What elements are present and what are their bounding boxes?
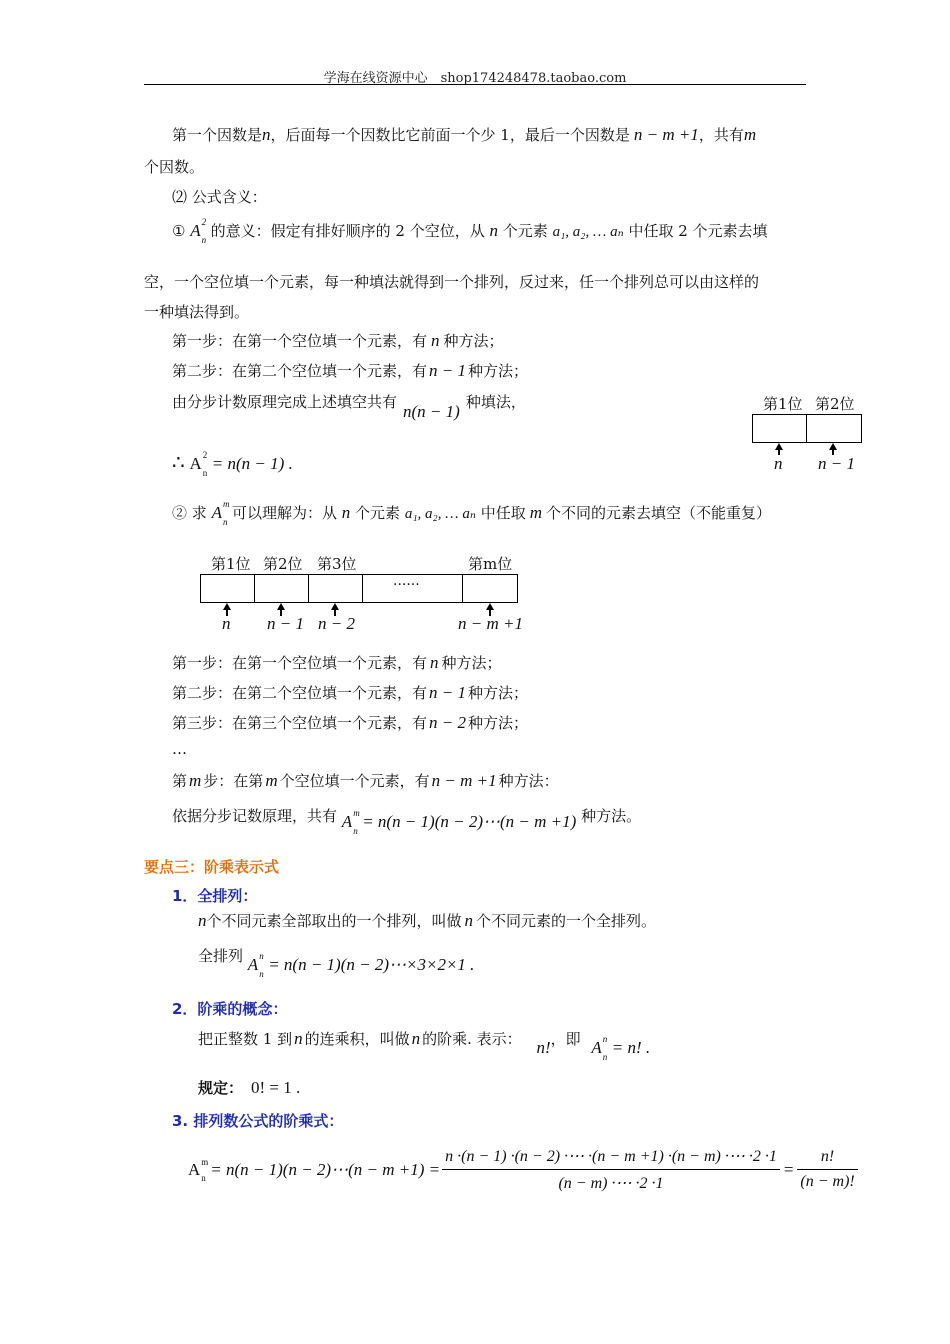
small-slot2-box (806, 414, 862, 443)
slot-box-1 (200, 574, 256, 603)
item2-line1: 把正整数 1 到 n 的连乘积，叫做 n 的阶乘. 表示： n!，即 A n n = n! . (198, 1029, 651, 1062)
intro-line-1: 第一个因数是n，后面每一个因数比它前面一个少 1，最后一个因数是 n − m +1，共有m (172, 125, 757, 144)
step-line-m: 第 m 步：在第 m 个空位填一个元素，有 n − m +1 种方法： (172, 771, 559, 790)
item3-title: 3. 排列数公式的阶乘式： (172, 1112, 344, 1130)
header-divider (144, 84, 806, 85)
item1-line2: 全排列 A n n = n(n − 1)(n − 2)⋯×3×2×1 . (198, 947, 475, 979)
intro-line-2: 个因数。 (144, 158, 205, 176)
meaning-step2: 第二步：在第二个空位填一个元素，有 n − 1 种方法； (172, 361, 529, 380)
slot-box-2 (254, 574, 310, 603)
small-slot1-label: 第1位 (763, 395, 803, 413)
slot-label-1: 第1位 (211, 555, 251, 573)
small-slot2-label: 第2位 (815, 395, 855, 413)
perm-symbol: A 2 n (190, 217, 207, 245)
small-slot1-box (752, 414, 808, 443)
item1-line1: n个不同元素全部取出的一个排列，叫做 n 个不同元素的一个全排列。 (198, 911, 657, 930)
item2-rule: 规定： 0! = 1 . (198, 1078, 301, 1097)
slot-value-1: n (222, 614, 231, 633)
slot-label-2: 第2位 (263, 555, 303, 573)
step-line-3: 第三步：在第三个空位填一个元素，有 n − 2 种方法； (172, 713, 529, 732)
page-header: 学海在线资源中心 shop174248478.taobao.com (323, 71, 627, 86)
item3-formula: A m n = n(n − 1)(n − 2)⋯(n − m +1) = $\frac{n \cdot(n - 1) \cdot(n - 2) \cdot\cdots \cdot(n - m +1) \cdot(n - m) \cdot\cdots \cdot 2 \cdot 1}{(n - m) \cdot\cdots \cdot 2 \cdot 1}$ = $\frac{n!}{(n - m)!}$ (188, 1146, 858, 1193)
step-line-2: 第二步：在第二个空位填一个元素，有 n − 1 种方法； (172, 683, 529, 702)
meaning-heading: ⑵ 公式含义： (172, 188, 267, 206)
item3-fraction1: $\frac{n \cdot(n - 1) \cdot(n - 2) \cdot\cdots \cdot(n - m +1) \cdot(n - m) \cdot\cdots \cdot 2 \cdot 1}{(n - m) \cdot\cdots \cdot 2 \cdot 1}$ (442, 1146, 780, 1193)
meaning-step1: 第一步：在第一个空位填一个元素，有 n 种方法； (172, 331, 504, 350)
slot-dots: ······ (393, 577, 420, 593)
item2-title: 2．阶乘的概念： (172, 1000, 288, 1018)
slot-box-m (462, 574, 518, 603)
step-line-1: 第一步：在第一个空位填一个元素，有 n 种方法； (172, 653, 502, 672)
conclusion-line: 依据分步记数原理，共有 A m n = n(n − 1)(n − 2)⋯(n − m +1) 种方法。 (172, 807, 642, 836)
item1-title: 1．全排列： (172, 887, 258, 905)
slot-value-2: n − 1 (267, 614, 304, 633)
slot-label-3: 第3位 (317, 555, 357, 573)
small-label2: n − 1 (818, 454, 855, 473)
therefore-line: ∴ A 2 n = n(n − 1) . (172, 450, 293, 478)
meaning-total: 由分步计数原理完成上述填空共有 n(n − 1) 种填法， (172, 393, 526, 421)
meaning-p1-line2: 空，一个空位填一个元素，每一种填法就得到一个排列，反过来，任一个排列总可以由这样的 (144, 273, 760, 291)
slot-label-m: 第m位 (468, 555, 513, 573)
step-ellipsis: … (172, 740, 187, 758)
slot-box-3 (308, 574, 364, 603)
meaning-p1-line3: 一种填法得到。 (144, 303, 250, 321)
meaning2-line: ② 求 A m n 可以理解为：从 n 个元素 a₁, a₂, … aₙ 中任取 m 个不同的元素去填空（不能重复） (172, 499, 772, 527)
small-label1: n (774, 454, 783, 473)
slot-value-3: n − 2 (318, 614, 355, 633)
slot-value-m: n − m +1 (458, 614, 523, 633)
section3-title: 要点三：阶乘表示式 (144, 858, 280, 876)
item3-fraction2: $\frac{n!}{(n - m)!}$ (797, 1148, 857, 1191)
meaning-p1-line1: ① A 2 n 的意义：假定有排好顺序的 2 个空位，从 n 个元素 a₁, a₂, … aₙ 中任取 2 个元素去填 (172, 217, 768, 245)
